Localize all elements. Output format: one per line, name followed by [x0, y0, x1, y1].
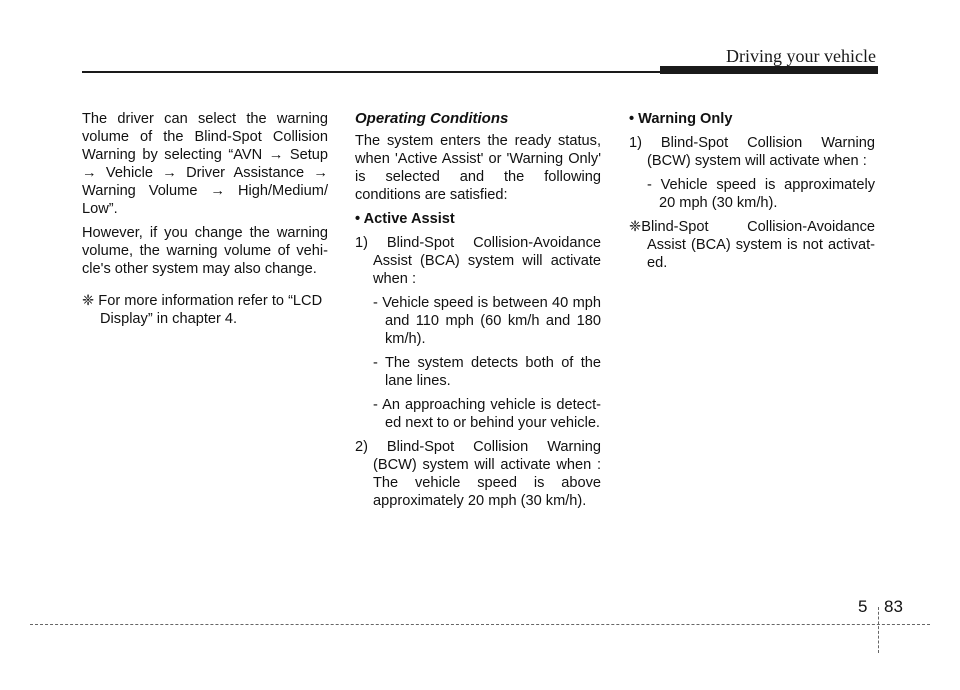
paragraph-intro: The system enters the ready status, when 'Active Assist' or 'Warning Only' is selected and the following conditions are satisfied:	[355, 133, 601, 203]
column-middle	[355, 110, 601, 510]
paragraph-warning-volume: The driver can select the warning volume of the Blind-Spot Collision Warning by selecting “AVN → Setup → Vehicle → Driver Assistance → Warning Volume → High/Medium/ Low”.	[82, 111, 328, 217]
column-left	[82, 110, 328, 328]
section-title: Driving your vehicle	[726, 46, 876, 66]
bullet-active-assist: • Active Assist	[355, 211, 455, 227]
list-item-lane-lines: - The system detects both of the lane lines.	[373, 355, 601, 389]
list-item-speed-approx: - Vehicle speed is approximately 20 mph (30 km/h).	[647, 177, 875, 211]
heading-operating-conditions: Operating Conditions	[355, 110, 509, 127]
list-item-approaching-vehicle: - An approaching vehicle is detect-ed next to or behind your vehicle.	[373, 397, 601, 431]
note-bca-not-activated: ❈Blind-Spot Collision-Avoidance Assist (BCA) system is not activat-ed.	[629, 219, 875, 271]
chapter-number: 5	[858, 597, 868, 616]
column-right	[629, 110, 875, 272]
list-item-bcw-warning-only: 1) Blind-Spot Collision Warning (BCW) system will activate when :	[629, 135, 875, 169]
footer-divider	[878, 607, 879, 653]
header-rule	[82, 71, 662, 73]
list-item-speed-range: - Vehicle speed is between 40 mph and 110 mph (60 km/h and 180 km/h).	[373, 295, 601, 347]
note-lcd-display: ❈ For more information refer to “LCD Display” in chapter 4.	[82, 293, 323, 327]
page-number: 83	[884, 597, 903, 616]
list-item-bcw: 2) Blind-Spot Collision Warning (BCW) system will activate when : The vehicle speed is above approximately 20 mph (30 km/h).	[355, 439, 601, 509]
paragraph-volume-change: However, if you change the warning volume, the warning volume of vehi-cle's other system may also change.	[82, 225, 328, 277]
header-rule-accent	[660, 66, 878, 74]
list-item-bca: 1) Blind-Spot Collision-Avoidance Assist (BCA) system will activate when :	[355, 235, 601, 287]
bullet-warning-only: • Warning Only	[629, 111, 733, 127]
footer-rule	[30, 624, 930, 625]
